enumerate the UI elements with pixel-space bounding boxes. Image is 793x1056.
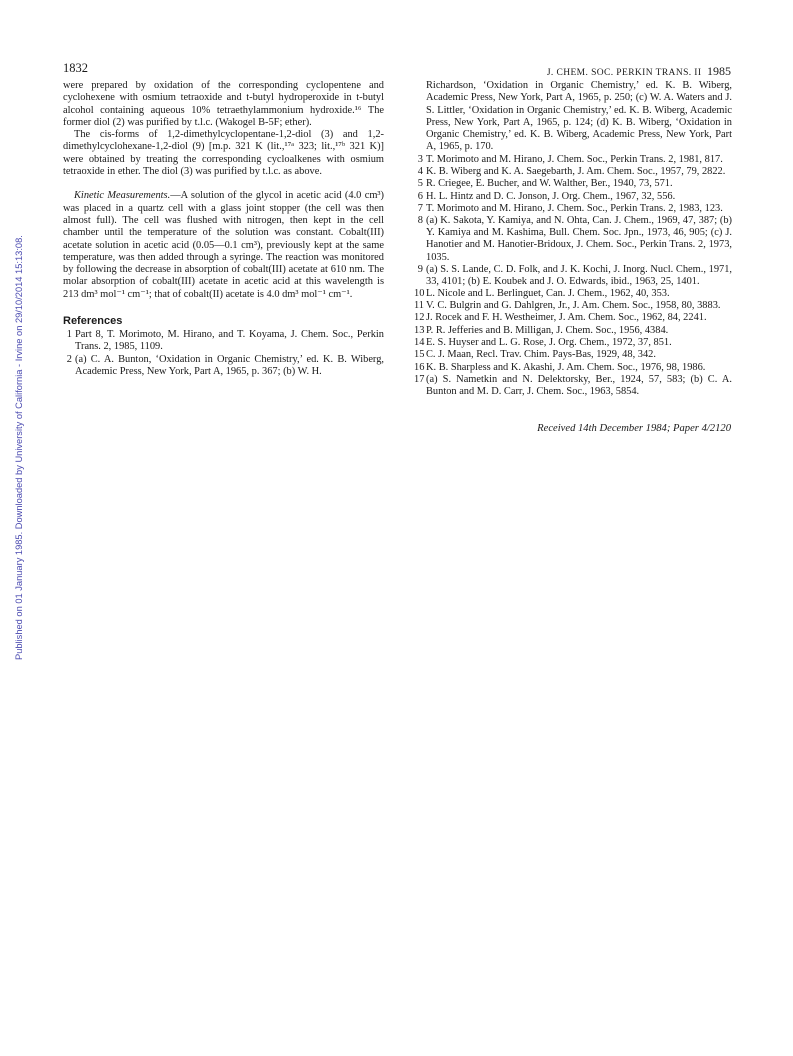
- reference-number: 15: [414, 349, 425, 361]
- reference-text: H. L. Hintz and D. C. Jonson, J. Org. Chem., 1967, 32, 556.: [426, 190, 676, 202]
- reference-item: [63, 329, 384, 354]
- reference-number: 14: [414, 337, 425, 349]
- right-column: [414, 80, 732, 398]
- references-heading: References: [63, 315, 123, 328]
- reference-number: 12: [414, 312, 425, 324]
- reference-text: T. Morimoto and M. Hirano, J. Chem. Soc., Perkin Trans. 2, 1981, 817.: [426, 153, 723, 165]
- running-head: [547, 64, 731, 79]
- reference-text: (a) K. Sakota, Y. Kamiya, and N. Ohta, Can. J. Chem., 1969, 47, 387; (b) Y. Kamiya and M. Kashima, Bull. Chem. Soc. Jpn., 1973, 46, 905; (c) J. Hanotier and M. Hanotier-Bridoux, J. Chem. Soc., Perkin Trans. 2, 1973, 1035.: [426, 215, 732, 263]
- download-watermark-text: Published on 01 January 1985. Downloaded by University of California - Irvine on 29/10/2014 15:13:08.: [14, 235, 24, 660]
- reference-text: K. B. Wiberg and K. A. Saegebarth, J. Am. Chem. Soc., 1957, 79, 2822.: [426, 166, 726, 178]
- left-column: [63, 80, 384, 378]
- reference-text: T. Morimoto and M. Hirano, J. Chem. Soc., Perkin Trans. 2, 1983, 123.: [426, 202, 723, 214]
- reference-item: [414, 191, 732, 203]
- reference-number: 17: [414, 373, 425, 385]
- reference-item: [414, 374, 732, 398]
- reference-number: 3: [417, 153, 423, 165]
- reference-text: (a) S. Nametkin and N. Delektorsky, Ber., 1924, 57, 583; (b) C. A. Bunton and M. D. Carr, J. Chem. Soc., 1963, 5854.: [426, 373, 732, 397]
- reference-number: 1: [66, 329, 72, 341]
- reference-item: [414, 215, 732, 263]
- paragraph-kinetic-measurements: [63, 190, 384, 301]
- reference-text: (a) S. S. Lande, C. D. Folk, and J. K. Kochi, J. Inorg. Nucl. Chem., 1971, 33, 4101; (b) E. Koubek and J. O. Edwards, ibid., 1963, 25, 1401.: [426, 263, 732, 287]
- reference-item: [414, 300, 732, 312]
- paragraph-preparation: were prepared by oxidation of the corresponding cyclopentene and cyclohexene with osmium tetraoxide and t-butyl hydroperoxide in t-butyl alcohol containing aqueous 10% tetraethylammonium hydroxide.¹⁶ The former diol (2) was purified by t.l.c. (Wakogel B-5F; ether).: [63, 80, 384, 128]
- reference-text: P. R. Jefferies and B. Milligan, J. Chem. Soc., 1956, 4384.: [426, 324, 669, 336]
- page-number: 1832: [63, 61, 88, 75]
- reference-number: 6: [417, 190, 423, 202]
- reference-text: K. B. Sharpless and K. Akashi, J. Am. Chem. Soc., 1976, 98, 1986.: [426, 361, 706, 373]
- reference-item: [414, 203, 732, 215]
- reference-item: [414, 166, 732, 178]
- reference-number: 2: [66, 353, 72, 365]
- reference-text: L. Nicole and L. Berlinguet, Can. J. Chem., 1962, 40, 353.: [426, 287, 670, 299]
- reference-item: [414, 325, 732, 337]
- reference-item: [414, 337, 732, 349]
- reference-number: 7: [417, 202, 423, 214]
- reference-number: 10: [414, 287, 425, 299]
- reference-text: E. S. Huyser and L. G. Rose, J. Org. Chem., 1972, 37, 851.: [426, 337, 672, 349]
- download-watermark: [3, 170, 24, 660]
- reference-number: 13: [414, 324, 425, 336]
- reference-text: R. Criegee, E. Bucher, and W. Walther, Ber., 1940, 73, 571.: [426, 178, 673, 190]
- reference-text: Part 8, T. Morimoto, M. Hirano, and T. Koyama, J. Chem. Soc., Perkin Trans. 2, 1985, 1109.: [75, 329, 384, 353]
- kinetic-measurements-heading: Kinetic Measurements.: [74, 190, 171, 202]
- reference-number: 5: [417, 178, 423, 190]
- reference-number: 9: [417, 263, 423, 275]
- reference-number: 4: [417, 166, 423, 178]
- kinetic-measurements-text: —A solution of the glycol in acetic acid (4.0 cm³) was placed in a quartz cell with a glass joint stopper (the cell was then almost full). The cell was flushed with nitrogen, then kept in the cell chamber until the temperature of the solution was constant. Cobalt(III) acetate solution in acetic acid (0.05—0.1 cm³), previously kept at the same temperature, was then added through a syringe. The reaction was monitored by following the decrease in absorption of cobalt(III) acetate at 610 nm. The molar absorption of cobalt(III) acetate in acetic acid at this wavelength is 213 dm³ mol⁻¹ cm⁻¹; that of cobalt(II) acetate is 4.0 dm³ mol⁻¹ cm⁻¹.: [63, 190, 384, 300]
- journal-name: J. CHEM. SOC. PERKIN TRANS. II: [546, 68, 702, 78]
- reference-item: [63, 354, 384, 379]
- reference-item: [414, 349, 732, 361]
- reference-item: [414, 178, 732, 190]
- reference-continuation: Richardson, ‘Oxidation in Organic Chemistry,’ ed. K. B. Wiberg, Academic Press, New York, Part A, 1965, p. 250; (c) W. A. Waters and J. S. Littler, ‘Oxidation in Organic Chemistry,’ ed. K. B. Wiberg, Academic Press, New York, Part A, 1965, p. 124; (d) K. B. Wiberg, ‘Oxidation in Organic Chemistry,’ ed. K. B. Wiberg, Academic Press, New York, Part A, 1965, p. 170.: [426, 80, 732, 153]
- received-date: Received 14th December 1984; Paper 4/2120: [537, 423, 731, 434]
- reference-item: [414, 264, 732, 288]
- reference-item: [414, 312, 732, 324]
- reference-text: V. C. Bulgrin and G. Dahlgren, Jr., J. Am. Chem. Soc., 1958, 80, 3883.: [426, 300, 721, 312]
- reference-number: 16: [414, 361, 425, 373]
- reference-number: 11: [414, 300, 425, 312]
- paragraph-cis-forms: The cis-forms of 1,2-dimethylcyclopentane-1,2-diol (3) and 1,2-dimethylcyclohexane-1,2-diol (9) [m.p. 321 K (lit.,¹⁷ᵃ 323; lit.,¹⁷ᵇ 321 K)] were obtained by treating the corresponding cycloalkenes with osmium tetraoxide in ether. The diol (3) was purified by t.l.c. as above.: [63, 129, 384, 178]
- reference-number: 8: [417, 215, 423, 227]
- reference-text: J. Rocek and F. H. Westheimer, J. Am. Chem. Soc., 1962, 84, 2241.: [426, 312, 707, 324]
- reference-item: [414, 288, 732, 300]
- reference-text: (a) C. A. Bunton, ‘Oxidation in Organic Chemistry,’ ed. K. B. Wiberg, Academic Press, New York, Part A, 1965, p. 367; (b) W. H.: [75, 353, 384, 377]
- reference-text: C. J. Maan, Recl. Trav. Chim. Pays-Bas, 1929, 48, 342.: [426, 349, 656, 361]
- journal-year: 1985: [707, 64, 731, 78]
- reference-item: [414, 362, 732, 374]
- reference-item: [414, 154, 732, 166]
- reference-list: [414, 154, 732, 398]
